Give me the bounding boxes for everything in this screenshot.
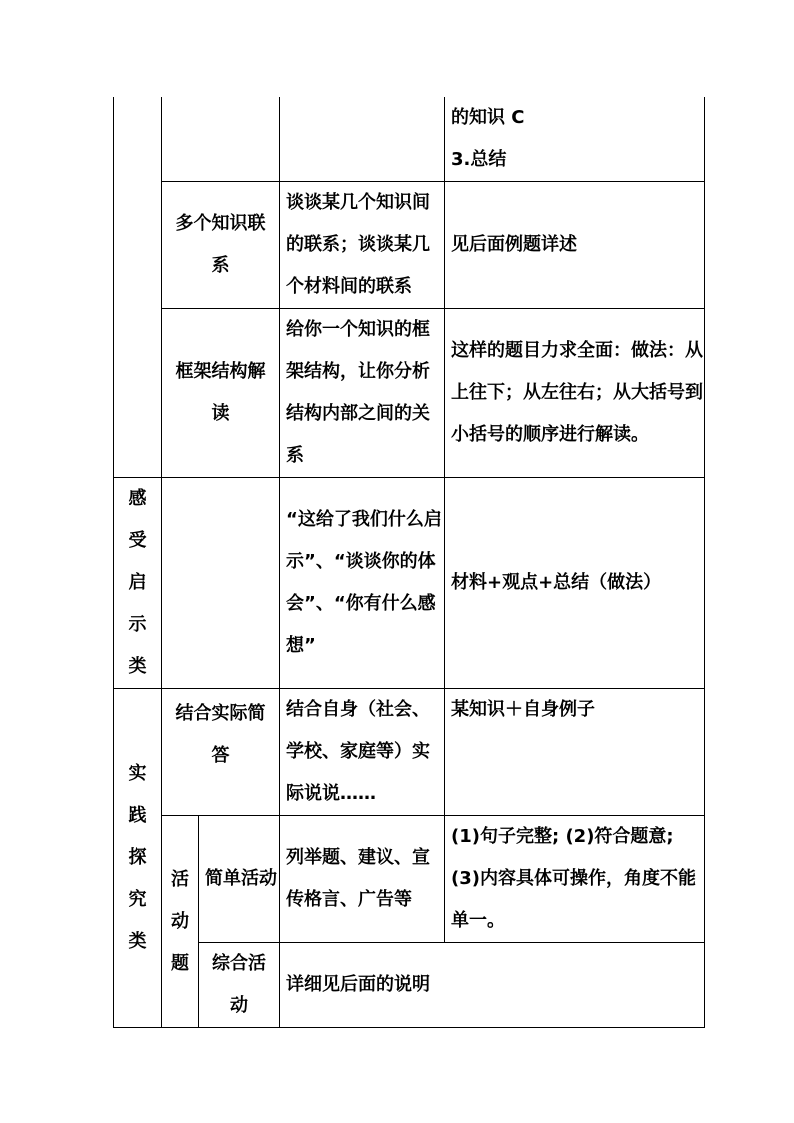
type-text: 结合实际简答 [175,703,266,766]
question-cell [280,97,445,182]
method-text: 某知识＋自身例子 [451,699,595,720]
method-cell [445,309,705,478]
type-cell [162,97,280,182]
type-cell [199,816,280,943]
table-row [114,943,705,1028]
method-cell [280,943,705,1028]
method-text: 详细见后面的说明 [286,974,430,995]
type-text: 简单活动 [205,868,277,889]
type-cell [162,689,280,816]
table-row [114,309,705,478]
type-cell [162,309,280,478]
type-cell [162,182,280,309]
question-cell [280,689,445,816]
method-line: 3.总结 [451,149,507,170]
question-cell [280,816,445,943]
type-text: 框架结构解读 [175,361,266,424]
method-text: (1)句子完整; (2)符合题意; (3)内容具体可操作，角度不能单一。 [451,826,696,931]
method-cell [445,97,705,182]
group-text: 活动题 [171,868,189,974]
category-text: 感受启示类 [128,488,147,677]
category-text: 实践探究类 [128,763,147,952]
category-cell-continued [114,97,162,478]
method-text: 这样的题目力求全面：做法：从上往下；从左往右；从大括号到小括号的顺序进行解读。 [451,340,703,445]
type-text: 多个知识联系 [175,213,266,276]
type-text: 综合活动 [212,953,266,1016]
table-row [114,816,705,943]
question-text: “这给了我们什么启示”、“谈谈你的体会”、“你有什么感想” [286,509,442,656]
method-text: 见后面例题详述 [451,234,577,255]
category-cell [114,689,162,1028]
question-cell [280,182,445,309]
question-text: 谈谈某几个知识间的联系；谈谈某几个材料间的联系 [286,192,430,297]
question-text: 给你一个知识的框架结构，让你分析结构内部之间的关系 [286,319,430,466]
method-line: 的知识 C [451,107,525,128]
method-table [113,97,705,1028]
method-cell [445,182,705,309]
type-cell [162,478,280,689]
method-text: 材料+观点+总结（做法） [451,572,662,593]
question-text: 结合自身（社会、学校、家庭等）实际说说…… [286,699,430,804]
method-cell [445,816,705,943]
table-row [114,182,705,309]
table-row [114,97,705,182]
table-row [114,689,705,816]
category-cell [114,478,162,689]
method-cell [445,478,705,689]
type-cell [199,943,280,1028]
question-text: 列举题、建议、宣传格言、广告等 [286,847,430,910]
question-cell [280,478,445,689]
group-cell [162,816,199,1028]
question-cell [280,309,445,478]
method-cell [445,689,705,816]
table-row [114,478,705,689]
